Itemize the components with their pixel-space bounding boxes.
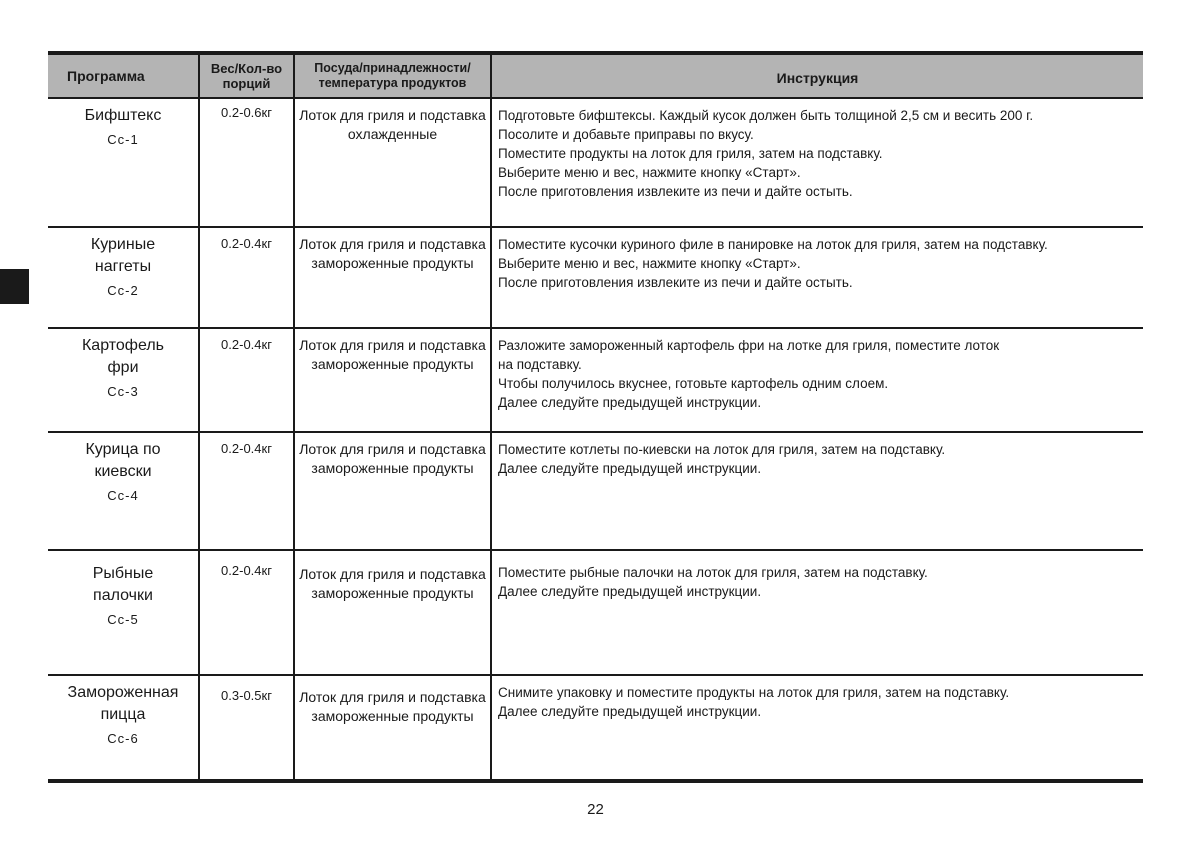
instruction-line: Поместите котлеты по-киевски на лоток для гриля, затем на подставку. [498, 442, 946, 457]
program-code: Cc-1 [107, 132, 139, 147]
table-row [48, 676, 1143, 779]
instruction-cell [492, 551, 1143, 674]
instruction-line: Далее следуйте предыдущей инструкции. [498, 461, 762, 476]
weight-cell: 0.2-0.4кг [200, 551, 295, 674]
program-cell [48, 329, 200, 431]
chapter-tab-marker [0, 269, 29, 304]
table-row [48, 329, 1143, 433]
instruction-line: Далее следуйте предыдущей инструкции. [498, 395, 762, 410]
table-row [48, 228, 1143, 329]
tray-cell: Лоток для гриля и подставка замороженные продукты [295, 551, 492, 674]
instruction-line: После приготовления извлеките из печи и дайте остыть. [498, 184, 853, 199]
instruction-line: Далее следуйте предыдущей инструкции. [498, 704, 762, 719]
table-bottom-rule [48, 779, 1143, 783]
program-code: Cc-5 [107, 612, 139, 627]
instruction-line: После приготовления извлеките из печи и дайте остыть. [498, 275, 853, 290]
header-instruction: Инструкция [776, 69, 859, 86]
instruction-line: Выберите меню и вес, нажмите кнопку «Старт». [498, 165, 801, 180]
program-cell [48, 433, 200, 549]
program-name: Куриные наггеты [90, 236, 156, 275]
header-program: Программа [48, 55, 200, 97]
instruction-line: Поместите кусочки куриного филе в панировке на лоток для гриля, затем на подставку. [498, 237, 1048, 252]
instruction-cell [492, 676, 1143, 779]
instruction-line: Чтобы получилось вкуснее, готовьте картофель одним слоем. [498, 376, 889, 391]
program-code: Cc-3 [107, 384, 139, 399]
weight-cell: 0.2-0.4кг [200, 329, 295, 431]
header-weight: Вес/Кол-во порций [200, 55, 295, 97]
auto-cook-table [48, 51, 1143, 783]
program-code: Cc-4 [107, 488, 139, 503]
instruction-cell [492, 228, 1143, 327]
header-tray: Посуда/принадлежности/ температура продуктов [295, 55, 492, 97]
program-name: Картофель фри [81, 337, 164, 376]
instruction-line: Поместите рыбные палочки на лоток для гриля, затем на подставку. [498, 565, 928, 580]
tray-cell: Лоток для гриля и подставка замороженные продукты [295, 433, 492, 549]
weight-cell: 0.2-0.4кг [200, 433, 295, 549]
table-row [48, 433, 1143, 551]
program-cell [48, 676, 200, 779]
instruction-cell [492, 433, 1143, 549]
instruction-line: Посолите и добавьте приправы по вкусу. [498, 127, 754, 142]
instruction-cell [492, 329, 1143, 431]
program-name: Бифштекс [84, 107, 162, 124]
tray-cell: Лоток для гриля и подставка охлажденные [295, 99, 492, 226]
program-code: Cc-2 [107, 283, 139, 298]
program-name: Рыбные палочки [92, 565, 154, 604]
table-row [48, 99, 1143, 228]
instruction-line: на подставку. [498, 357, 582, 372]
program-code: Cc-6 [107, 731, 139, 746]
tray-cell: Лоток для гриля и подставка замороженные продукты [295, 329, 492, 431]
instruction-line: Далее следуйте предыдущей инструкции. [498, 584, 762, 599]
instruction-line: Поместите продукты на лоток для гриля, затем на подставку. [498, 146, 883, 161]
program-cell [48, 551, 200, 674]
instruction-cell [492, 99, 1143, 226]
table-row [48, 551, 1143, 676]
tray-cell: Лоток для гриля и подставка замороженные продукты [295, 228, 492, 327]
weight-cell: 0.3-0.5кг [200, 676, 295, 779]
tray-cell: Лоток для гриля и подставка замороженные продукты [295, 676, 492, 779]
instruction-line: Выберите меню и вес, нажмите кнопку «Старт». [498, 256, 801, 271]
weight-cell: 0.2-0.6кг [200, 99, 295, 226]
program-name: Курица по киевски [85, 441, 161, 480]
table-header-row [48, 55, 1143, 99]
weight-cell: 0.2-0.4кг [200, 228, 295, 327]
instruction-line: Снимите упаковку и поместите продукты на лоток для гриля, затем на подставку. [498, 685, 1010, 700]
program-name: Замороженная пицца [67, 684, 179, 723]
instruction-line: Подготовьте бифштексы. Каждый кусок должен быть толщиной 2,5 см и весить 200 г. [498, 108, 1034, 123]
program-cell [48, 228, 200, 327]
program-cell [48, 99, 200, 226]
instruction-line: Разложите замороженный картофель фри на лотке для гриля, поместите лоток [498, 338, 1000, 353]
page-number: 22 [587, 801, 604, 818]
